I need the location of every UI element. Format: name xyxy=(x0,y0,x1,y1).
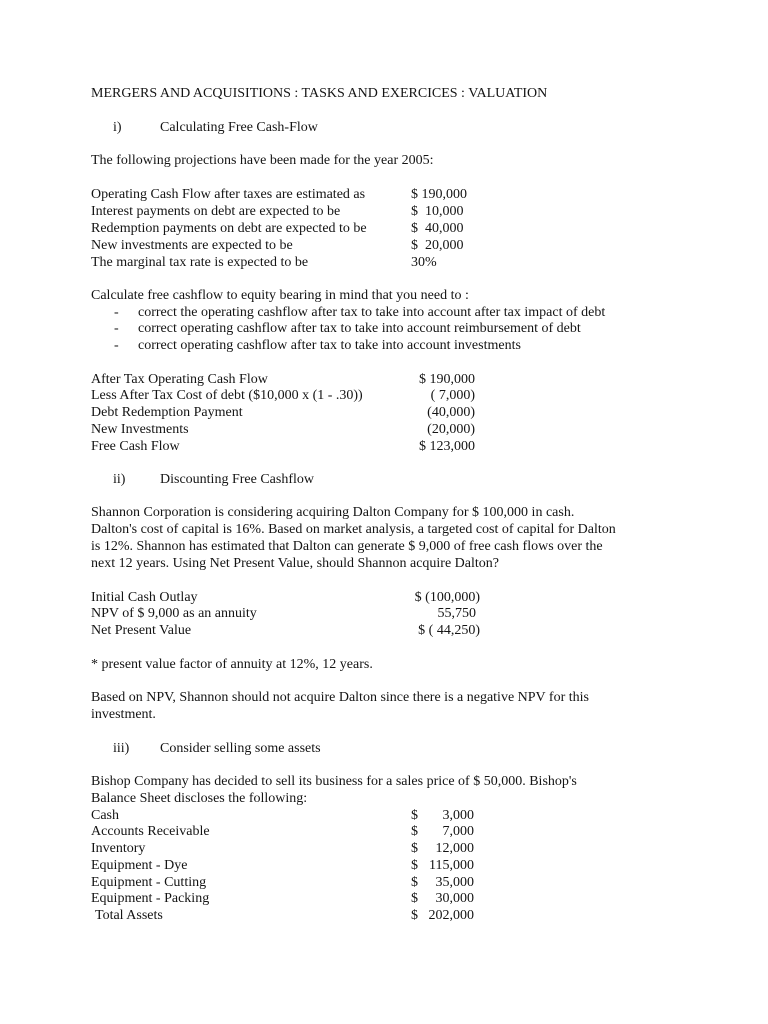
asset-amount: 35,000 xyxy=(435,875,474,890)
total-assets-label: Total Assets xyxy=(95,908,163,923)
currency-sign: $ xyxy=(411,841,418,856)
computation-value: $ 190,000 xyxy=(419,372,475,387)
footnote: * present value factor of annuity at 12%, 12 years. xyxy=(91,657,373,672)
total-assets-amount: 202,000 xyxy=(428,908,474,923)
projection-value: $ 40,000 xyxy=(411,221,464,236)
projection-label: The marginal tax rate is expected to be xyxy=(91,255,309,270)
list-item: correct the operating cashflow after tax to take into account after tax impact of debt xyxy=(138,305,606,320)
section-heading: Discounting Free Cashflow xyxy=(160,472,314,487)
npv-value: $ (100,000) xyxy=(414,590,480,605)
asset-amount: 30,000 xyxy=(435,891,474,906)
asset-label: Cash xyxy=(91,808,119,823)
computation-value: ( 7,000) xyxy=(430,388,475,403)
asset-label: Equipment - Packing xyxy=(91,891,210,906)
computation-label: Debt Redemption Payment xyxy=(91,405,243,420)
asset-label: Equipment - Cutting xyxy=(91,875,207,890)
npv-label: Initial Cash Outlay xyxy=(91,590,198,605)
paragraph-line: next 12 years. Using Net Present Value, should Shannon acquire Dalton? xyxy=(91,556,499,571)
paragraph-line: Dalton's cost of capital is 16%. Based on market analysis, a targeted cost of capital for Dalton xyxy=(91,522,616,537)
bullet-dash: - xyxy=(114,305,119,320)
currency-sign: $ xyxy=(411,824,418,839)
npv-value: 55,750 xyxy=(437,606,476,621)
asset-amount: 7,000 xyxy=(442,824,474,839)
asset-label: Inventory xyxy=(91,841,146,856)
projection-label: Redemption payments on debt are expected to be xyxy=(91,221,367,236)
asset-amount: 3,000 xyxy=(442,808,474,823)
projection-label: New investments are expected to be xyxy=(91,238,293,253)
paragraph-line: Bishop Company has decided to sell its business for a sales price of $ 50,000. Bishop's xyxy=(91,774,577,789)
currency-sign: $ xyxy=(411,891,418,906)
npv-label: NPV of $ 9,000 as an annuity xyxy=(91,606,257,621)
currency-sign: $ xyxy=(411,908,418,923)
npv-value: $ ( 44,250) xyxy=(418,623,480,638)
computation-label: New Investments xyxy=(91,422,189,437)
asset-label: Accounts Receivable xyxy=(91,824,210,839)
conclusion-line: Based on NPV, Shannon should not acquire Dalton since there is a negative NPV for this xyxy=(91,690,589,705)
computation-label: Less After Tax Cost of debt ($10,000 x (1 - .30)) xyxy=(91,388,363,403)
computation-label: After Tax Operating Cash Flow xyxy=(91,372,268,387)
section-number: iii) xyxy=(113,741,130,756)
computation-value: (40,000) xyxy=(427,405,475,420)
computation-value: (20,000) xyxy=(427,422,475,437)
projection-value: 30% xyxy=(411,255,437,270)
section-heading: Consider selling some assets xyxy=(160,741,321,756)
section-number: i) xyxy=(113,120,122,135)
section-heading: Calculating Free Cash-Flow xyxy=(160,120,318,135)
projection-label: Operating Cash Flow after taxes are estimated as xyxy=(91,187,366,202)
currency-sign: $ xyxy=(411,808,418,823)
paragraph-line: is 12%. Shannon has estimated that Dalton can generate $ 9,000 of free cash flows over the xyxy=(91,539,603,554)
conclusion-line: investment. xyxy=(91,707,156,722)
projection-label: Interest payments on debt are expected to be xyxy=(91,204,341,219)
computation-value: $ 123,000 xyxy=(419,439,475,454)
paragraph-line: Shannon Corporation is considering acquiring Dalton Company for $ 100,000 in cash. xyxy=(91,505,575,520)
asset-amount: 115,000 xyxy=(429,858,474,873)
bullet-dash: - xyxy=(114,338,119,353)
asset-amount: 12,000 xyxy=(435,841,474,856)
section-number: ii) xyxy=(113,472,126,487)
page-title: MERGERS AND ACQUISITIONS : TASKS AND EXERCICES : VALUATION xyxy=(91,86,548,101)
list-item: correct operating cashflow after tax to take into account reimbursement of debt xyxy=(138,321,581,336)
npv-label: Net Present Value xyxy=(91,623,192,638)
asset-label: Equipment - Dye xyxy=(91,858,188,873)
instruction-text: Calculate free cashflow to equity bearing in mind that you need to : xyxy=(91,288,469,303)
bullet-dash: - xyxy=(114,321,119,336)
currency-sign: $ xyxy=(411,875,418,890)
intro-text: The following projections have been made for the year 2005: xyxy=(91,153,434,168)
projection-value: $ 20,000 xyxy=(411,238,464,253)
projection-value: $ 190,000 xyxy=(411,187,467,202)
paragraph-line: Balance Sheet discloses the following: xyxy=(91,791,308,806)
currency-sign: $ xyxy=(411,858,418,873)
projection-value: $ 10,000 xyxy=(411,204,464,219)
list-item: correct operating cashflow after tax to take into account investments xyxy=(138,338,521,353)
computation-label: Free Cash Flow xyxy=(91,439,180,454)
